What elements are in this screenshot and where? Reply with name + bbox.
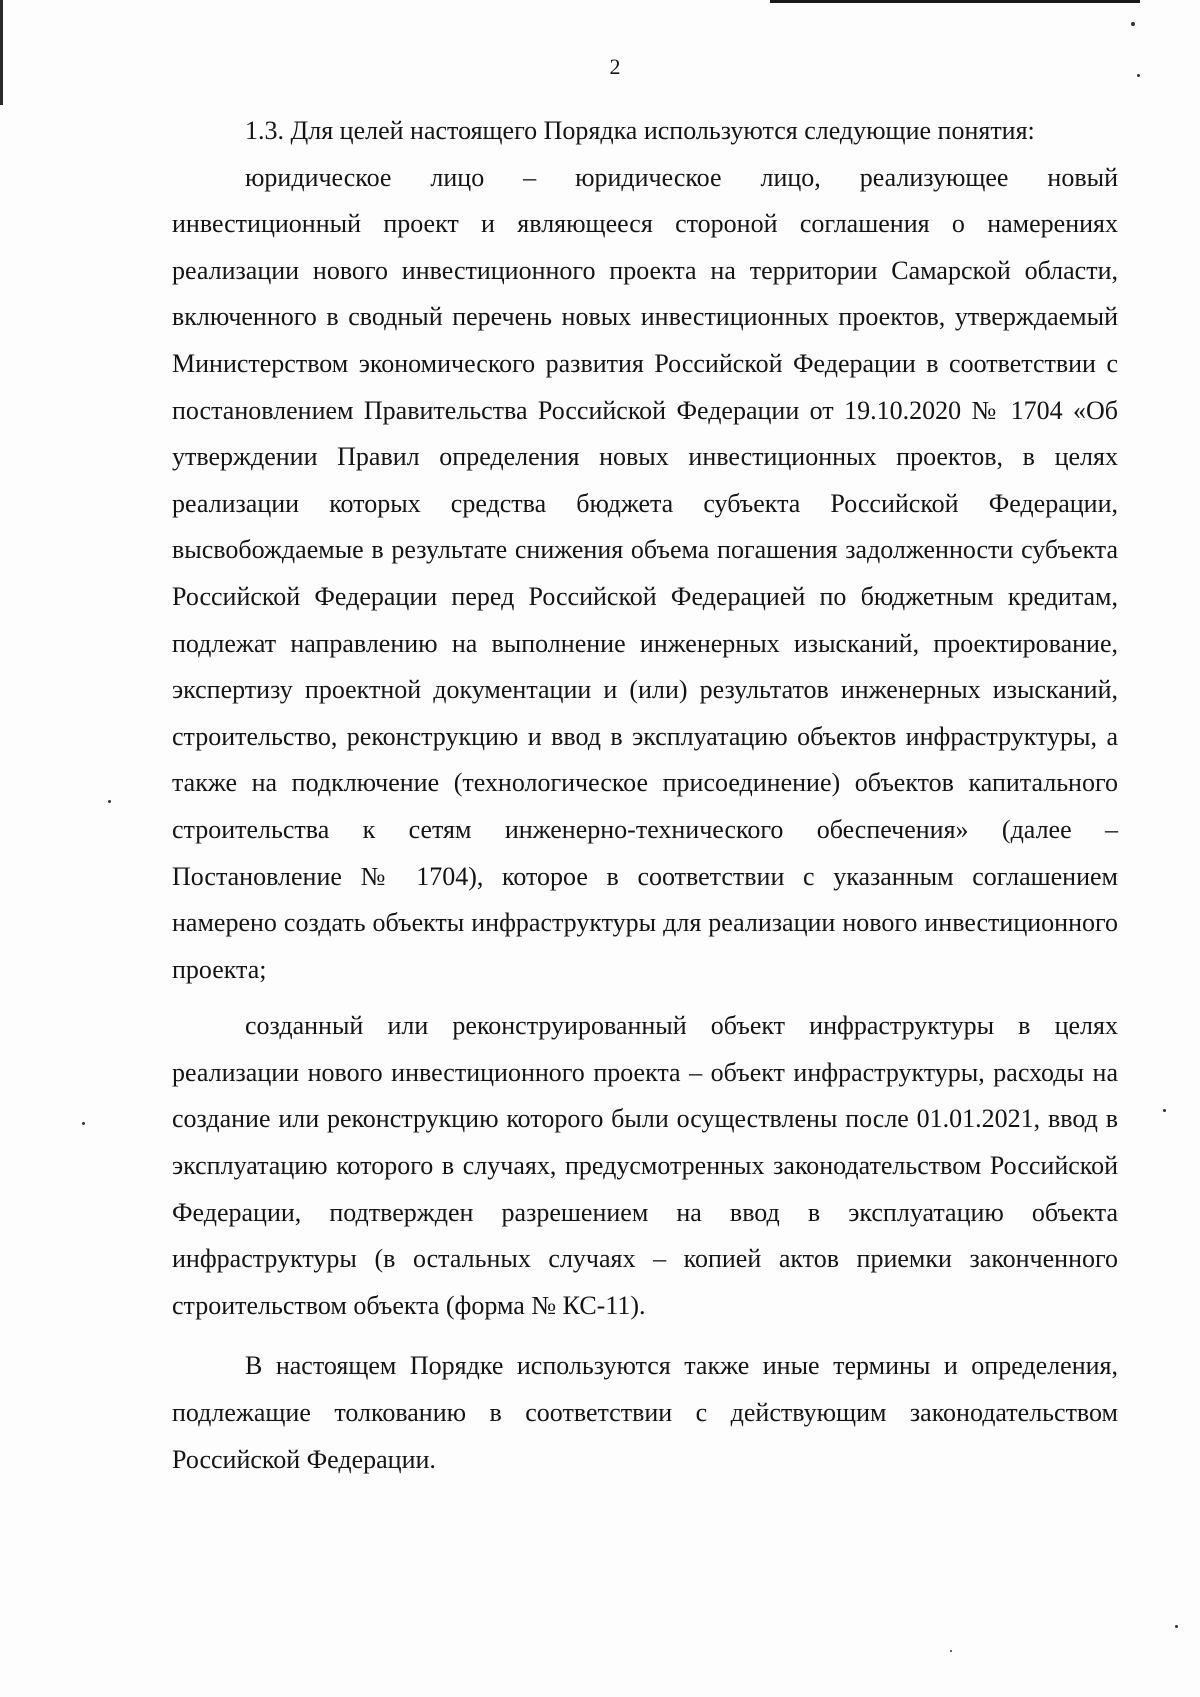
paragraph-other-terms: В настоящем Порядке используются также иные термины и определения, подлежащие толкованию в соответствии с действующим законодательством Российской Федерации. — [172, 1351, 1118, 1474]
page-number: 2 — [609, 54, 621, 79]
scan-edge-mark — [0, 0, 3, 105]
paragraph-infrastructure-object-definition: созданный или реконструированный объект инфраструктуры в целях реализации нового инвестиционного проекта – объект инфраструктуры, расходы на создание или реконструкцию которого были осуществлены после 01.01.2021, ввод в эксплуатацию которого в случаях, предусмотренных законодательством Российской Федерации, подтвержден разрешением на ввод в эксплуатацию объекта инфраструктуры (в остальных случаях – копией актов приемки законченного строительством объекта (форма № КС-11). — [172, 1011, 1118, 1320]
scan-speck — [1175, 1625, 1178, 1628]
scan-speck — [950, 1650, 952, 1652]
paragraph-definitions-intro: 1.3. Для целей настоящего Порядка используются следующие понятия: — [245, 116, 1035, 145]
scan-speck — [108, 800, 111, 803]
document-body — [172, 108, 1118, 1483]
paragraph-legal-entity-definition: юридическое лицо – юридическое лицо, реализующее новый инвестиционный проект и являющееся стороной соглашения о намерениях реализации нового инвестиционного проекта на территории Самарской области, включенного в сводный перечень новых инвестиционных проектов, утверждаемый Министерством экономического развития Российской Федерации в соответствии с постановлением Правительства Российской Федерации от 19.10.2020 № 1704 «Об утверждении Правил определения новых инвестиционных проектов, в целях реализации которых средства бюджета субъекта Российской Федерации, высвобождаемые в результате снижения объема погашения задолженности субъекта Российской Федерации перед Российской Федерацией по бюджетным кредитам, подлежат направлению на выполнение инженерных изысканий, проектирование, экспертизу проектной документации и (или) результатов инженерных изысканий, строительство, реконструкцию и ввод в эксплуатацию объектов инфраструктуры, а также на подключение (технологическое присоединение) объектов капитального строительства к сетям инженерно-технического обеспечения» (далее – Постановление № 1704), которое в соответствии с указанным соглашением намерено создать объекты инфраструктуры для реализации нового инвестиционного проекта; — [172, 162, 1118, 984]
scan-speck — [82, 1122, 85, 1125]
scan-speck — [1163, 1109, 1166, 1112]
scan-border-line — [770, 0, 1140, 3]
scan-speck — [1131, 22, 1135, 26]
